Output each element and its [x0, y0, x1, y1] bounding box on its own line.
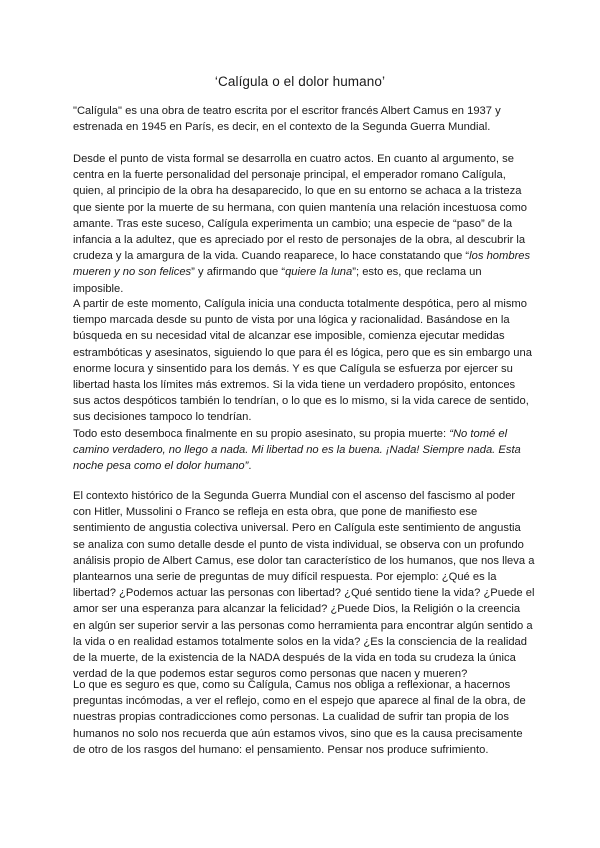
paragraph-plot-text-a: Desde el punto de vista formal se desarrolla en cuatro actos. En cuanto al argumento, se centra en la fuerte personalidad del personaje principal, el emperador romano Calígula, quien, al principio de la obra ha desaparecido, lo que en su entorno se achaca a la tristeza que siente por la muerte de su hermana, con quien mantenía una relación incestuosa como amante. Tras este suceso, Calígula experimenta un cambio; una especie de “paso” de la infancia a la adultez, que es apreciado por el resto de personajes de la obra, al descubrir la crudeza y la amargura de la vida. Cuando reaparece, lo hace constatando que “	[73, 153, 527, 263]
paragraph-intro: "Calígula" es una obra de teatro escrita por el escritor francés Albert Camus en 1937 y estrenada en 1945 en París, es decir, en el contexto de la Segunda Guerra Mundial.	[73, 105, 501, 134]
paragraph-conclusion: Lo que es seguro es que, como su Calígula, Camus nos obliga a reflexionar, a hacernos preguntas incómodas, a ver el reflejo, como en el espejo que aparece al final de la obra, de nuestras propias contradicciones como personas. La cualidad de sufrir tan propia de los humanos no solo nos recuerda que aún estamos vivos, sino que es la causa precisamente de otro de los rasgos del humano: el pensamiento. Pensar nos produce sufrimiento.	[73, 679, 526, 756]
quote-hombres-mueren: los hombres mueren y no son felices	[73, 250, 531, 279]
paragraph-plot-text-c: ”; esto es, que reclama un imposible.	[73, 266, 482, 295]
paragraph-death-text-a: Todo esto desemboca finalmente en su propio asesinato, su propia muerte:	[73, 428, 450, 440]
paragraph-plot-text-b: ” y afirmando que “	[191, 266, 286, 279]
paragraph-death	[73, 426, 535, 475]
paragraph-plot	[73, 151, 535, 297]
paragraph-historical-context: El contexto histórico de la Segunda Guerra Mundial con el ascenso del fascismo al poder con Hitler, Mussolini o Franco se refleja en esta obra, que pone de manifiesto ese sentimiento de angustia colectiva universal. Pero en Calígula este sentimiento de angustia se analiza con sumo detalle desde el punto de vista individual, se observa con un profundo análisis propio de Albert Camus, ese dolor tan característico de los humanos, que nos lleva a plantearnos una serie de preguntas de muy difícil respuesta. Por ejemplo: ¿Qué es la libertad? ¿Podemos actuar las personas con libertad? ¿Qué sentido tiene la vida? ¿Puede el amor ser una esperanza para alcanzar la felicidad? ¿Puede Dios, la Religión o la creencia en algún ser superior servir a las personas como herramienta para encontrar algún sentido a la vida o en realidad estamos totalmente solos en la vida? ¿Es la consciencia de la realidad de la muerte, de la existencia de la NADA después de la vida en toda su crudeza la única verdad de la que podemos estar seguros como personas que nacen y mueren?	[73, 490, 535, 681]
paragraph-despotism: A partir de este momento, Calígula inicia una conducta totalmente despótica, pero al mismo tiempo marcada desde su punto de vista por una lógica y racionalidad. Basándose en la búsqueda en su necesidad vital de alcanzar ese imposible, comienza ejecutar medidas estrambóticas y asesinatos, siguiendo lo que para él es lógica, pero que es sin embargo una enorme locura y sinsentido para los demás. Y es que Calígula se esfuerza por ejercer su libertad hasta los límites más extremos. Si la vida tiene un verdadero propósito, entonces sus actos despóticos también lo tendrían, o lo que es lo mismo, si la vida carece de sentido, sus decisiones tampoco lo tendrían.	[73, 298, 532, 424]
quote-final-words: “No tomé el camino verdadero, no llego a nada. Mi libertad no es la buena. ¡Nada! Siempre nada. Esta noche pesa como el dolor humano”	[73, 428, 521, 473]
document-title: ‘Calígula o el dolor humano’	[214, 74, 386, 89]
paragraph-death-text-b: .	[248, 460, 252, 473]
quote-quiere-la-luna: quiere la luna	[285, 266, 353, 279]
